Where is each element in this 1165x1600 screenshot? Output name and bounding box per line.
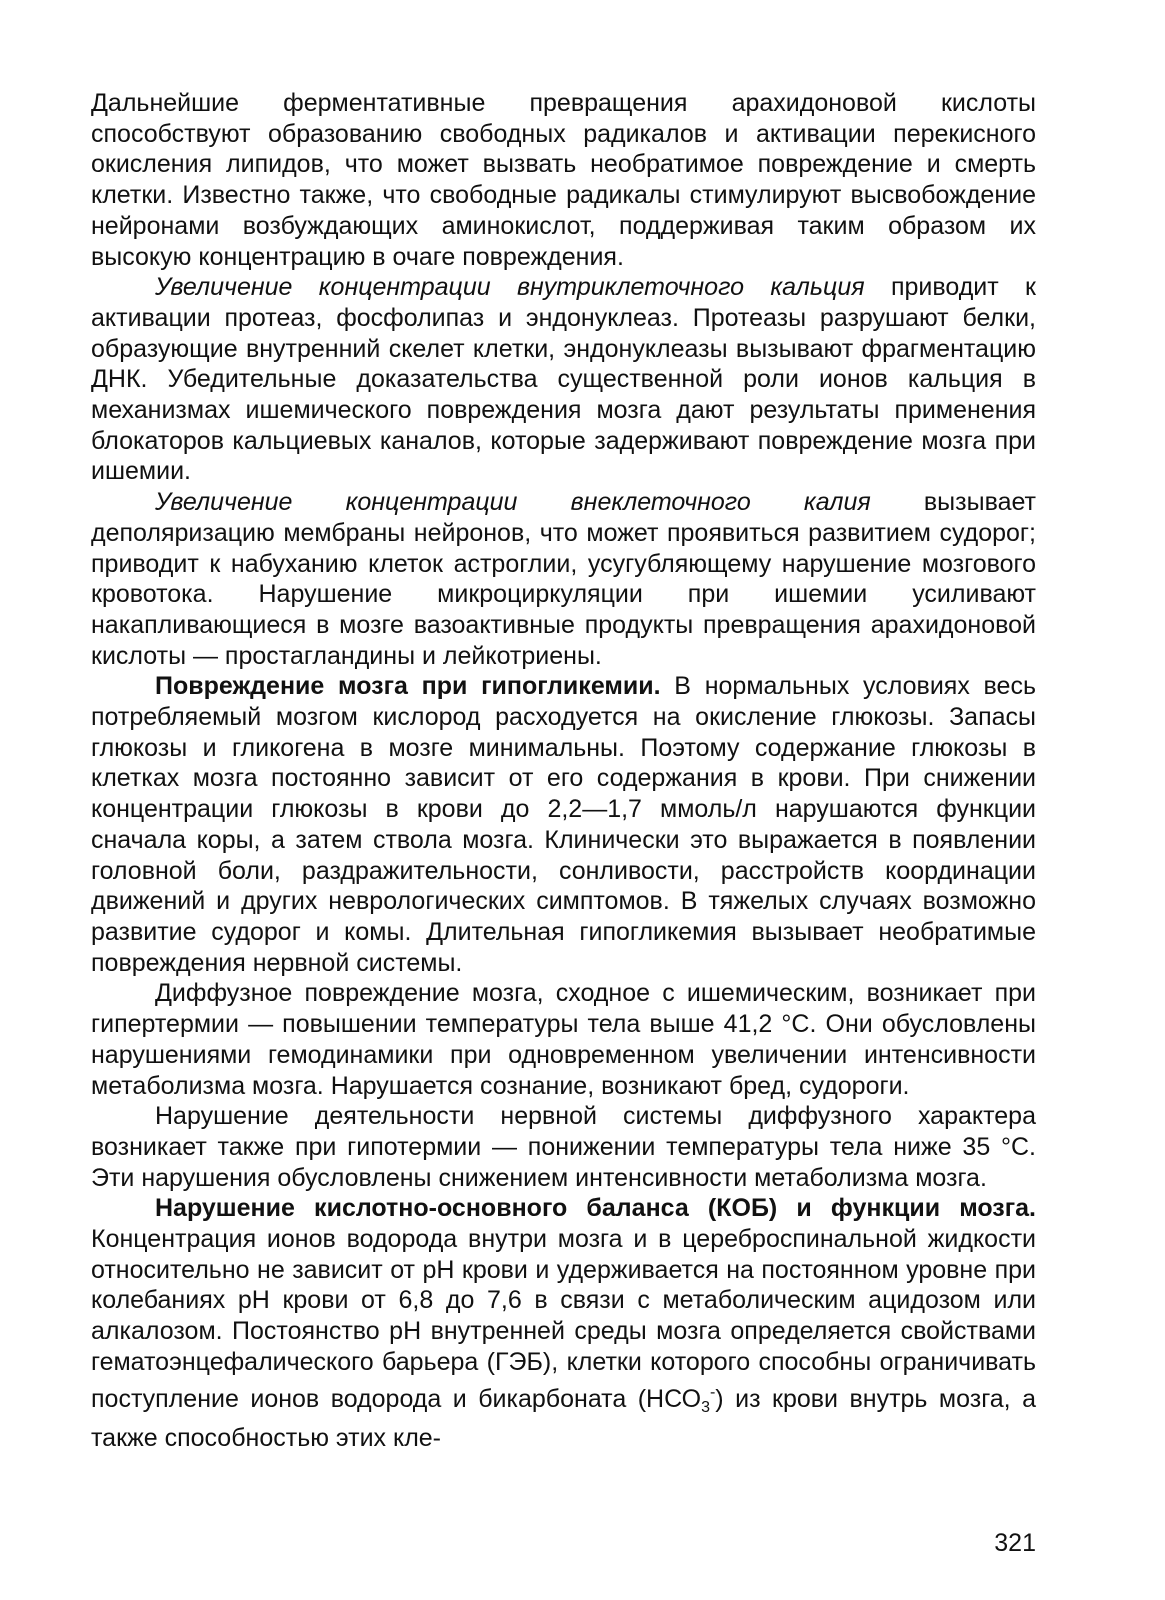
paragraph-hypothermia [91, 1101, 1036, 1193]
paragraph-text: Диффузное повреждение мозга, сходное с ишемическим, возникает при гипертермии — повышении температуры тела выше 41,2 °С. Они обусловлены нарушениями гемодинамики при одновременном увеличении интенсивности метаболизма мозга. Нарушается сознание, возникают бред, судороги. [91, 979, 1036, 1100]
body-text [91, 88, 1036, 1454]
section-heading: Нарушение кислотно-основного баланса (КОБ) и функции мозга. [155, 1194, 1036, 1223]
paragraph-extracellular-potassium [91, 487, 1036, 671]
page-number: 321 [994, 1529, 1036, 1557]
paragraph-text: приводит к активации протеаз, фосфолипаз и эндонуклеаз. Протеазы разрушают белки, образующие внутренний скелет клетки, эндонуклеазы вызывают фрагментацию ДНК. Убедительные доказательства существенной роли ионов кальция в механизмах ишемического повреждения мозга дают результаты применения блокаторов кальциевых каналов, которые задерживают повреждение мозга при ишемии. [91, 273, 1036, 486]
paragraph-text: Нарушение деятельности нервной системы диффузного характера возникает также при гипотермии — понижении температуры тела ниже 35 °С. Эти нарушения обусловлены снижением интенсивности метаболизма мозга. [91, 1102, 1036, 1192]
paragraph-hypoglycemia [91, 671, 1036, 978]
paragraph-arachidonic-acid [91, 88, 1036, 272]
paragraph-text: В нормальных условиях весь потребляемый мозгом кислород расходуется на окисление глюкозы. Запасы глюкозы и гликогена в мозге минимальны. Поэтому содержание глюкозы в клетках мозга постоянно зависит от его содержания в крови. При снижении концентрации глюкозы в крови до 2,2—1,7 ммоль/л нарушаются функции сначала коры, а затем ствола мозга. Клинически это выражается в появлении головной боли, раздражительности, сонливости, расстройств координации движений и других неврологических симптомов. В тяжелых случаях возможно развитие судорог и комы. Длительная гипогликемия вызывает необратимые повреждения нервной системы. [91, 672, 1036, 977]
section-heading: Повреждение мозга при гипогликемии. [155, 672, 661, 701]
superscript: - [709, 1383, 716, 1401]
paragraph-text: Дальнейшие ферментативные превращения арахидоновой кислоты способствуют образованию свободных радикалов и активации перекисного окисления липидов, что может вызвать необратимое повреждение и смерть клетки. Известно также, что свободные радикалы стимулируют высвобождение нейронами возбуждающих аминокислот, поддерживая таким образом их высокую концентрацию в очаге повреждения. [91, 89, 1036, 271]
paragraph-text-end: ) из крови внутрь мозга, а также способностью этих кле- [91, 1384, 1036, 1453]
italic-term: Увеличение концентрации внеклеточного калия [155, 488, 871, 517]
paragraph-text: Концентрация ионов водорода внутри мозга и в цереброспинальной жидкости относительно не зависит от рН крови и удерживается на постоянном уровне при колебаниях рН крови от 6,8 до 7,6 в связи с метаболическим ацидозом или алкалозом. Постоянство рН внутренней среды мозга определяется свойствами гематоэнцефалического барьера (ГЭБ), клетки которого способны ограничивать поступление ионов водорода и бикарбоната (НСО [91, 1225, 1036, 1413]
italic-term: Увеличение концентрации внутриклеточного кальция [155, 273, 865, 302]
paragraph-text: вызывает деполяризацию мембраны нейронов, что может проявиться развитием судорог; приводит к набуханию клеток астроглии, усугубляющему нарушение мозгового кровотока. Нарушение микроциркуляции при ишемии усиливают накапливающиеся в мозге вазоактивные продукты превращения арахидоновой кислоты — простагландины и лейкотриены. [91, 488, 1037, 670]
subscript: 3 [701, 1398, 710, 1416]
book-page [91, 88, 1036, 1588]
paragraph-hyperthermia [91, 978, 1036, 1101]
paragraph-acid-base-balance [91, 1193, 1036, 1454]
paragraph-intracellular-calcium [91, 272, 1036, 487]
